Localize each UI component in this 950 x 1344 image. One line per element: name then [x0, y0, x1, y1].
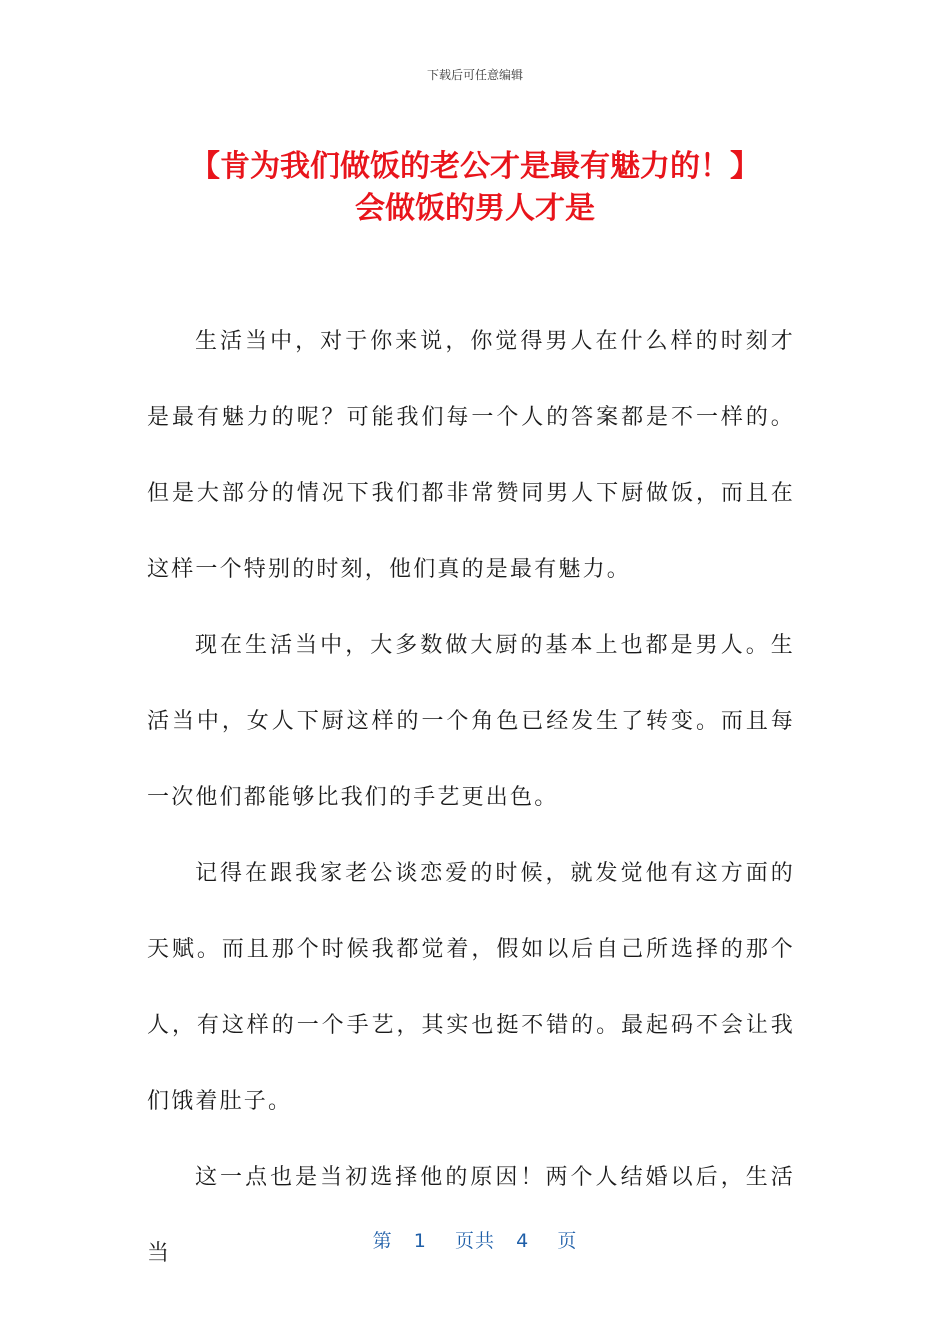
- footer-total-pages: 4: [516, 1230, 530, 1252]
- paragraph: 记得在跟我家老公谈恋爱的时候，就发觉他有这方面的天赋。而且那个时候我都觉着，假如以后自己所选择的那个人，有这样的一个手艺，其实也挺不错的。最起码不会让我们饿着肚子。: [147, 861, 795, 1114]
- paragraph: 现在生活当中，大多数做大厨的基本上也都是男人。生活当中，女人下厨这样的一个角色已经发生了转变。而且每一次他们都能够比我们的手艺更出色。: [147, 633, 795, 810]
- footer-label-total: 页共: [454, 1230, 495, 1252]
- paragraph: 这一点也是当初选择他的原因！两个人结婚以后，生活当: [147, 1165, 795, 1266]
- footer-label-page: 第: [372, 1230, 393, 1252]
- paragraph: 生活当中，对于你来说，你觉得男人在什么样的时刻才是最有魅力的呢？可能我们每一个人的答案都是不一样的。但是大部分的情况下我们都非常赞同男人下厨做饭，而且在这样一个特别的时刻，他们真的是最有魅力。: [147, 329, 795, 582]
- document-title: [60, 146, 890, 230]
- page-footer: [0, 1226, 950, 1253]
- footer-label-end: 页: [557, 1230, 578, 1252]
- title-line-1: 【肯为我们做饭的老公才是最有魅力的！】: [190, 149, 760, 184]
- title-line-2: 会做饭的男人才是: [355, 191, 595, 226]
- document-body: [147, 304, 795, 1292]
- header-note: 下载后可任意编辑: [426, 68, 523, 82]
- footer-page-number: 1: [413, 1230, 427, 1252]
